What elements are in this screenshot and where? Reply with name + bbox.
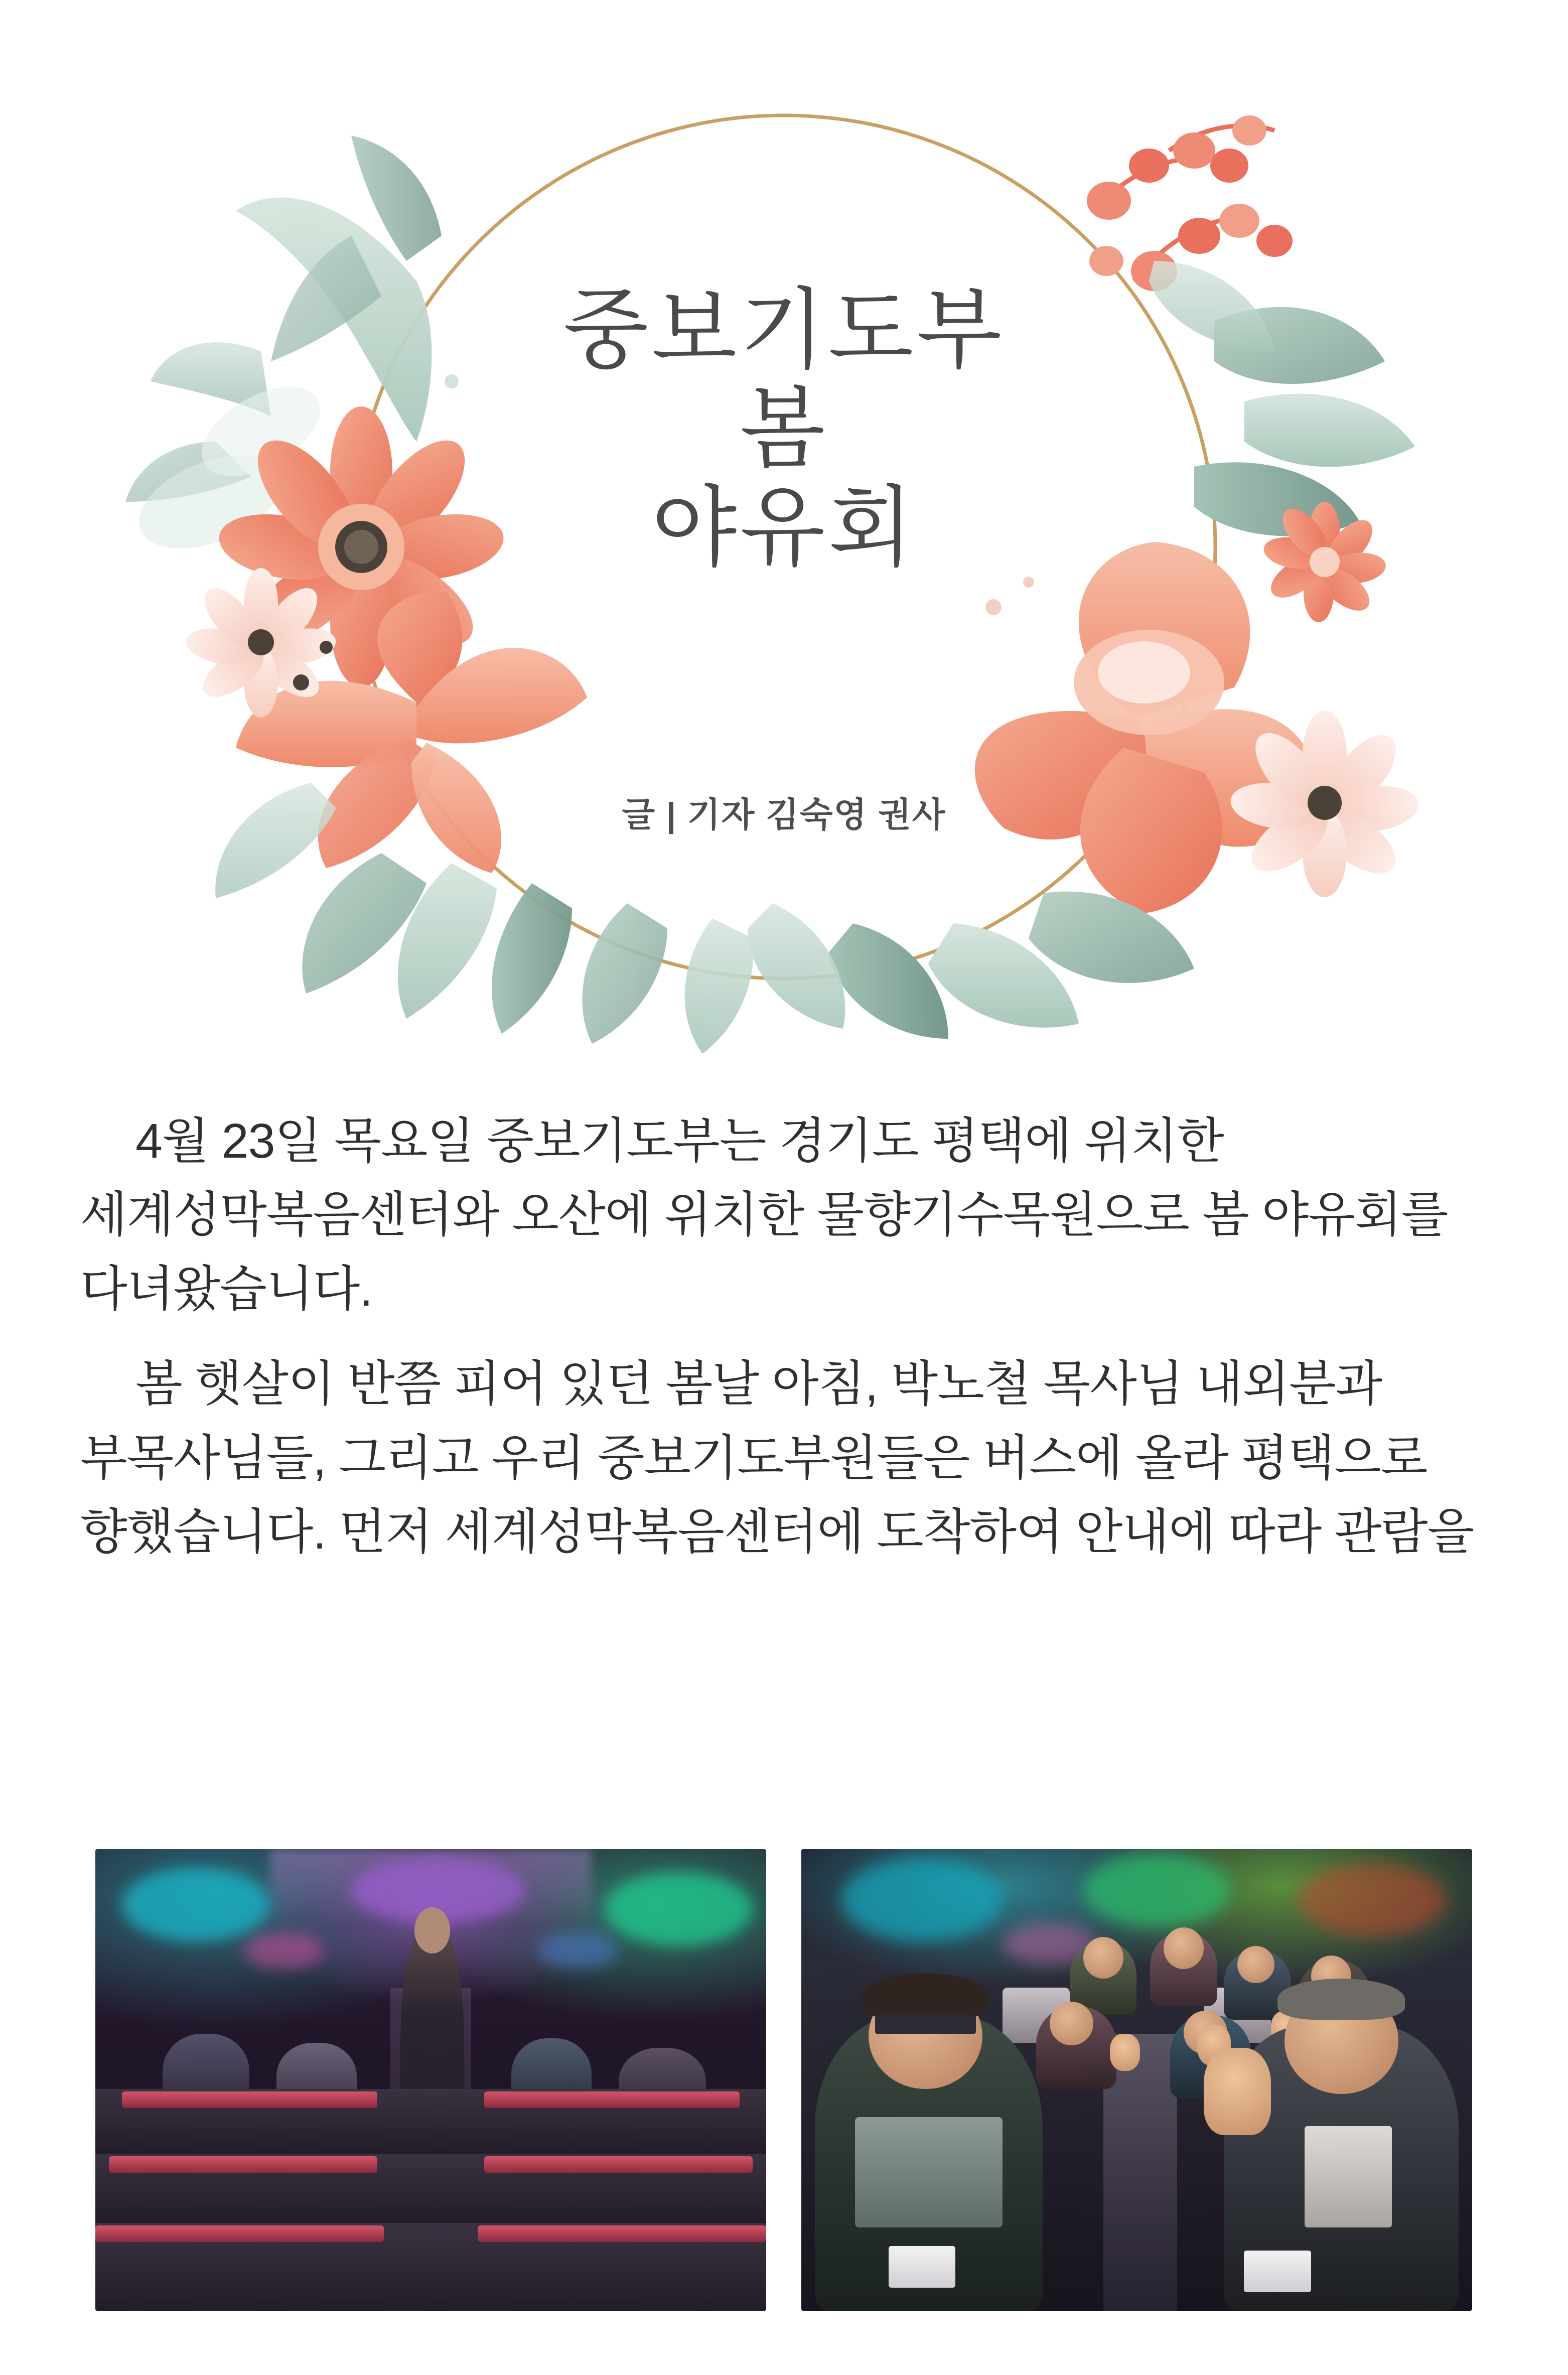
header-banner [0,0,1568,1079]
floral-wreath-illustration [0,0,1568,1079]
photo-gallery [95,1849,1473,2311]
paragraph-2: 봄 햇살이 반쯤 피어 있던 봄날 아침, 박노철 목사님 내외분과 부목사님들, 그리고 우리 중보기도부원들은 버스에 올라 평택으로 향했습니다. 먼저 세계성막복음센터에 도착하여 안내에 따라 관람을 [80,1356,1474,1560]
byline: 글 | 기자 김숙영 권사 [622,796,946,834]
title-line-2: 봄 [740,380,828,479]
photo-bus-interior-speaker [95,1849,766,2311]
photo-bus-members-waving [801,1849,1472,2311]
article-body [0,1104,1568,1590]
paragraph-1: 4월 23일 목요일 중보기도부는 경기도 평택에 위치한 세계성막복음센터와 오산에 위치한 물향기수목원으로 봄 야유회를 다녀왔습니다. [80,1113,1448,1316]
title-line-1: 중보기도부 [563,281,1005,379]
title-line-3: 야유회 [651,479,917,578]
